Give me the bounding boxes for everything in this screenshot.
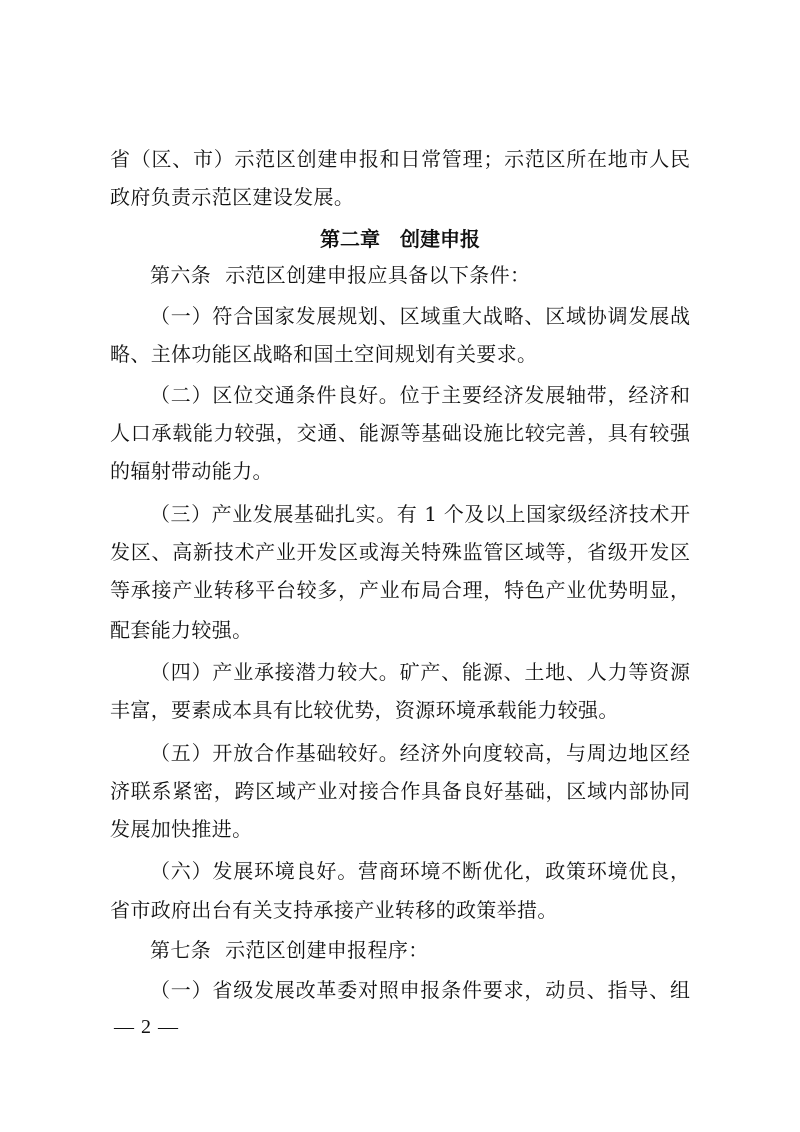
paragraph-line: （六）发展环境良好。营商环境不断优化，政策环境优良， bbox=[150, 859, 690, 883]
article-7 bbox=[150, 933, 690, 967]
paragraph-line: （一）省级发展改革委对照申报条件要求，动员、指导、组 bbox=[150, 978, 690, 1002]
paragraph-line: 省市政府出台有关支持承接产业转移的政策举措。 bbox=[110, 898, 558, 922]
paragraph-line: 等承接产业转移平台较多，产业布局合理，特色产业优势明显， bbox=[110, 578, 690, 602]
paragraph-line: （二）区位交通条件良好。位于主要经济发展轴带，经济和 bbox=[150, 383, 690, 407]
paragraph-line: 济联系紧密，跨区域产业对接合作具备良好基础，区域内部协同 bbox=[110, 779, 690, 803]
paragraph-line: 省（区、市）示范区创建申报和日常管理；示范区所在地市人民 bbox=[110, 147, 690, 171]
paragraph-line: （四）产业承接潜力较大。矿产、能源、土地、人力等资源 bbox=[150, 660, 690, 684]
paragraph-line: 人口承载能力较强，交通、能源等基础设施比较完善，具有较强 bbox=[110, 421, 690, 445]
page-number: — 2 — bbox=[114, 1016, 179, 1038]
article-text: 示范区创建申报应具备以下条件： bbox=[225, 263, 531, 287]
article-number: 第六条 bbox=[150, 263, 212, 287]
chapter-title: 第二章 创建申报 bbox=[320, 227, 480, 251]
paragraph-line: 政府负责示范区建设发展。 bbox=[110, 185, 355, 209]
article-text: 示范区创建申报程序： bbox=[225, 938, 429, 962]
paragraph-line: （五）开放合作基础较好。经济外向度较高，与周边地区经 bbox=[150, 741, 690, 765]
paragraph-line: 配套能力较强。 bbox=[110, 618, 253, 642]
paragraph-line: （一）符合国家发展规划、区域重大战略、区域协调发展战 bbox=[150, 304, 690, 328]
paragraph-line: （三）产业发展基础扎实。有 1 个及以上国家级经济技术开 bbox=[150, 502, 690, 526]
paragraph-line: 丰富，要素成本具有比较优势，资源环境承载能力较强。 bbox=[110, 698, 619, 722]
paragraph-line: 略、主体功能区战略和国土空间规划有关要求。 bbox=[110, 342, 538, 366]
paragraph-line: 发区、高新技术产业开发区或海关特殊监管区域等，省级开发区 bbox=[110, 540, 690, 564]
article-number: 第七条 bbox=[150, 938, 212, 962]
paragraph-line: 的辐射带动能力。 bbox=[110, 459, 273, 483]
paragraph-line: 发展加快推进。 bbox=[110, 817, 253, 841]
article-6 bbox=[150, 258, 690, 292]
